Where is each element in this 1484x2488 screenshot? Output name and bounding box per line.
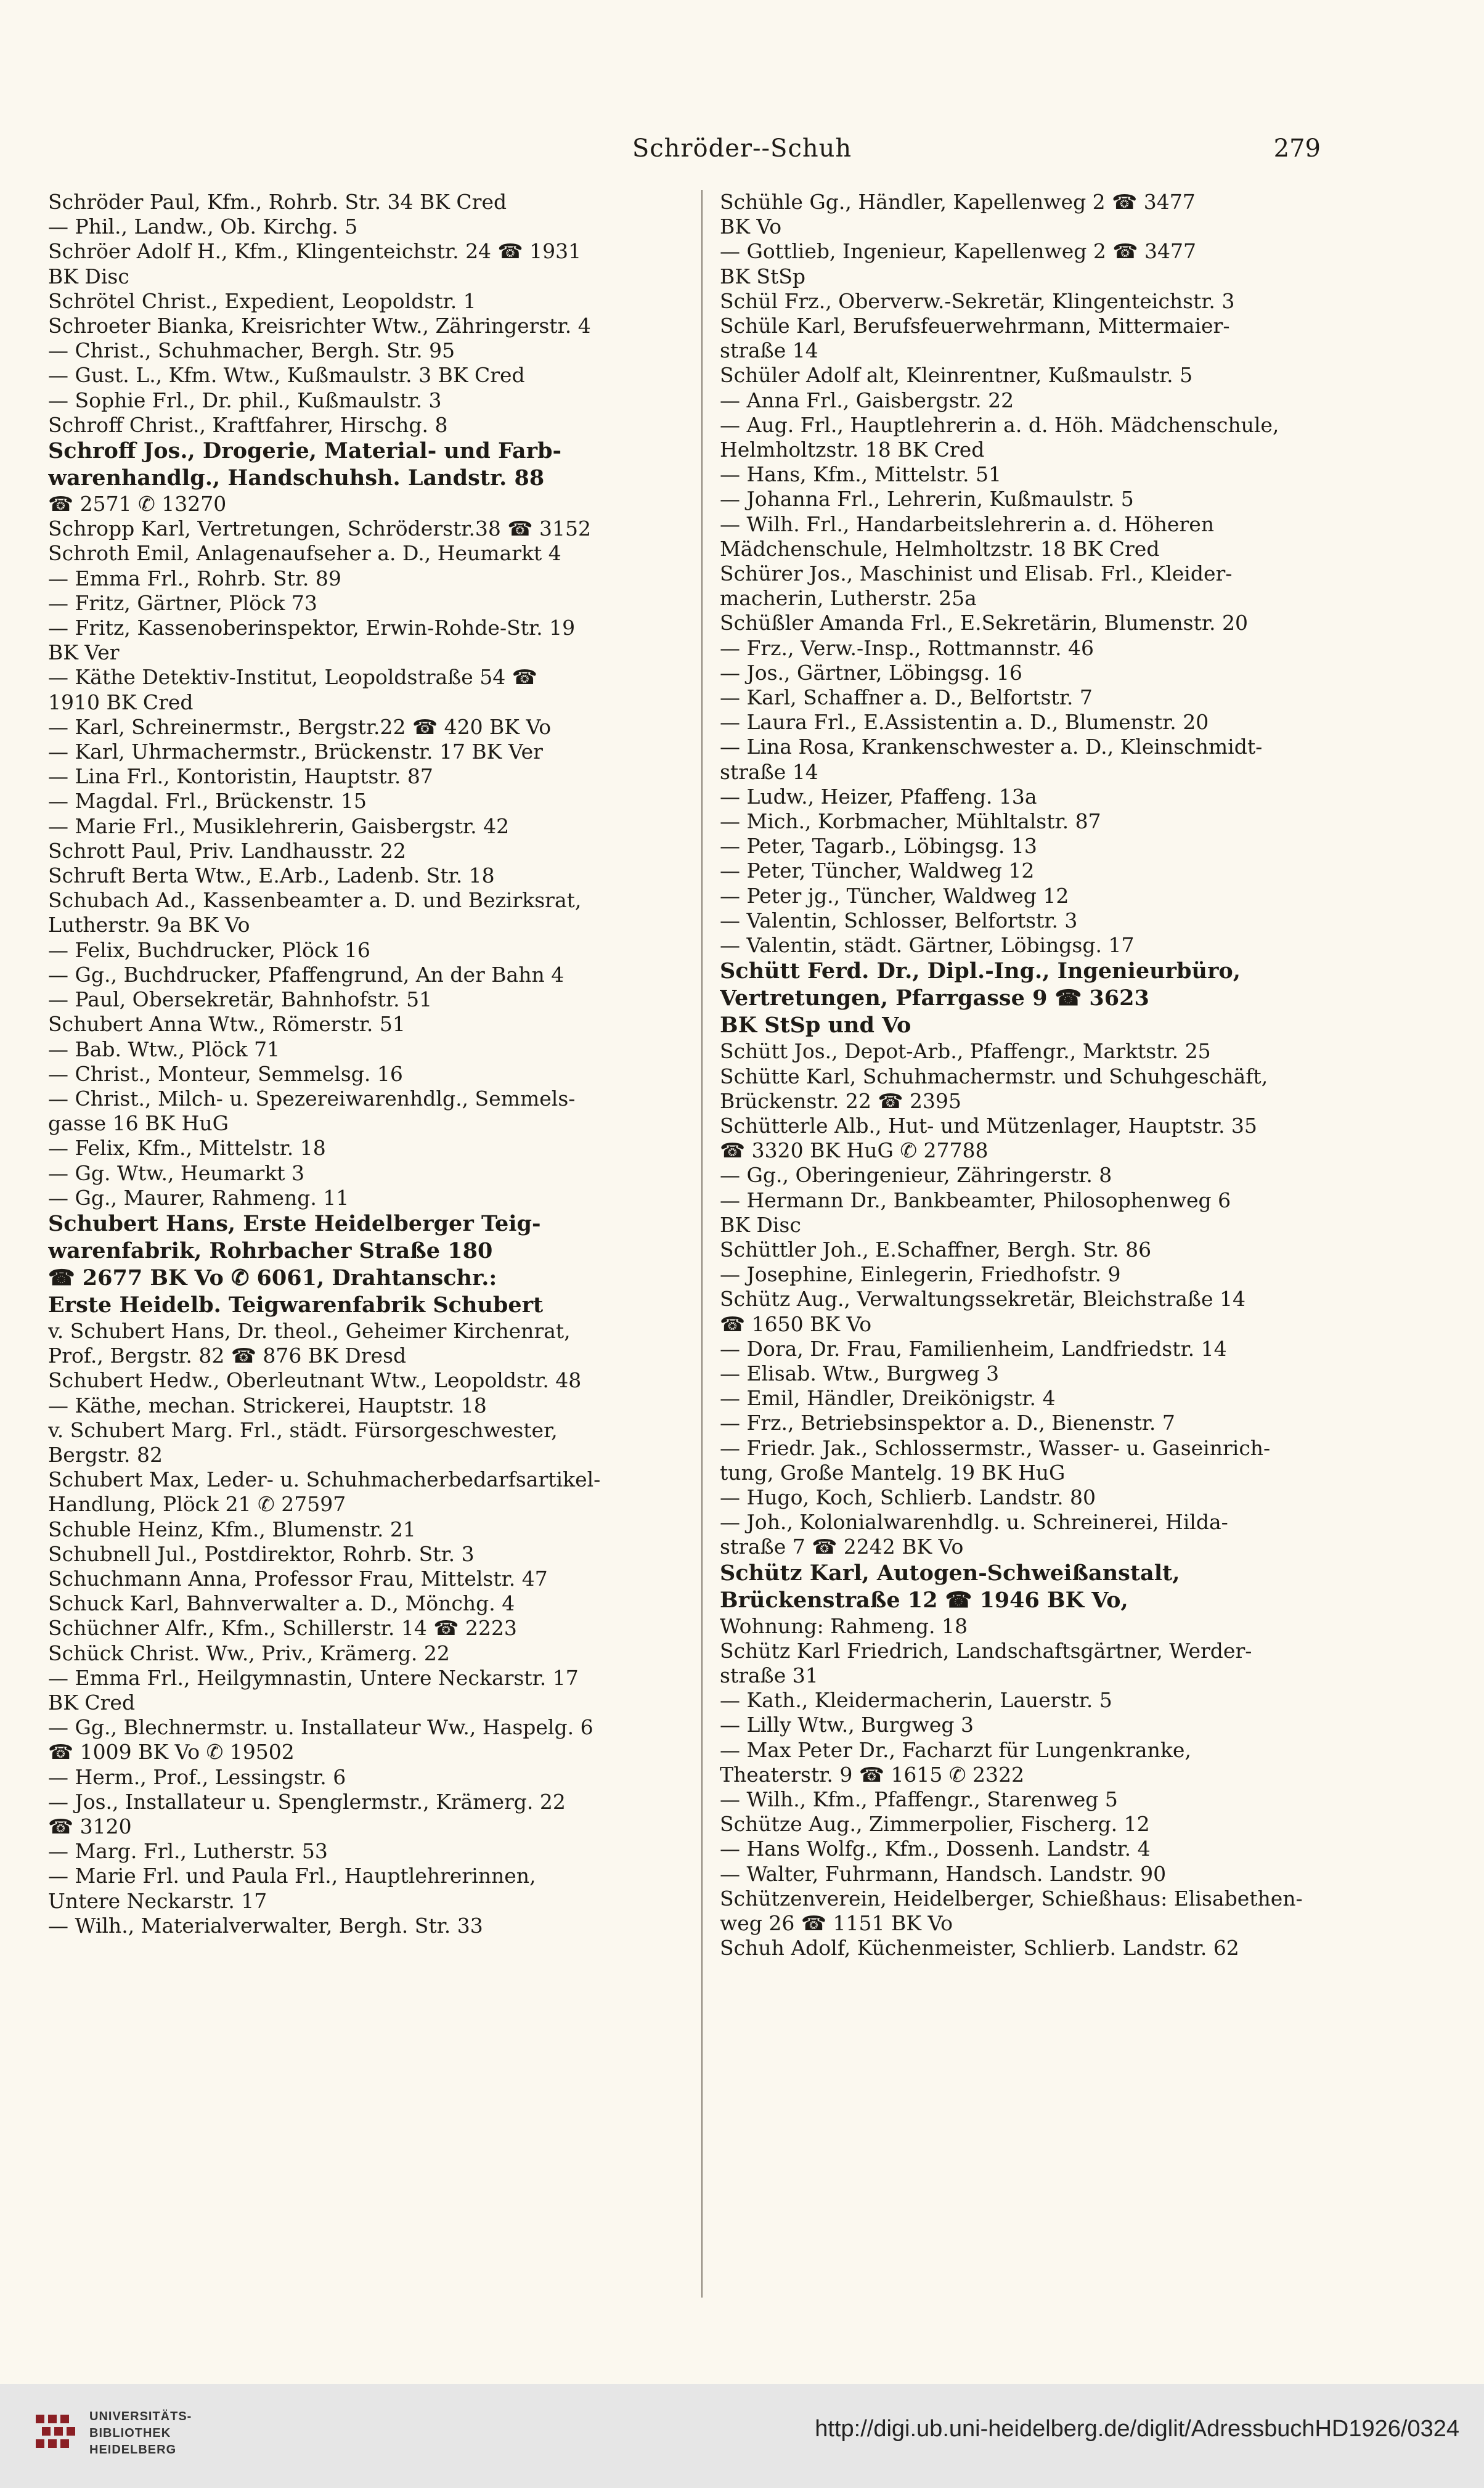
directory-entry: Schuble Heinz, Kfm., Blumenstr. 21	[48, 1517, 416, 1541]
directory-entry: warenfabrik, Rohrbacher Straße 180	[48, 1238, 493, 1263]
directory-entry: gasse 16 BK HuG	[48, 1111, 229, 1136]
directory-entry: — Kath., Kleidermacherin, Lauerstr. 5	[720, 1688, 1112, 1713]
directory-entry: — Dora, Dr. Frau, Familienheim, Landfriedstr. 14	[720, 1336, 1227, 1361]
directory-entry: Lutherstr. 9a BK Vo	[48, 913, 250, 937]
directory-entry: Schubnell Jul., Postdirektor, Rohrb. Str. 3	[48, 1541, 475, 1566]
directory-entry: — Felix, Buchdrucker, Plöck 16	[48, 937, 370, 962]
directory-entry: Schüttler Joh., E.Schaffner, Bergh. Str. 86	[720, 1237, 1152, 1262]
directory-entry: Schüchner Alfr., Kfm., Schillerstr. 14 ☎ 2223	[48, 1616, 517, 1641]
directory-entry: — Bab. Wtw., Plöck 71	[48, 1037, 280, 1061]
directory-entry: Handlung, Plöck 21 ✆ 27597	[48, 1492, 346, 1517]
directory-entry: straße 7 ☎ 2242 BK Vo	[720, 1535, 964, 1559]
directory-entry: — Lina Frl., Kontoristin, Hauptstr. 87	[48, 764, 433, 789]
directory-entry: — Fritz, Gärtner, Plöck 73	[48, 590, 317, 615]
directory-entry: — Käthe Detektiv-Institut, Leopoldstraße 54 ☎	[48, 665, 537, 690]
directory-entry: BK StSp	[720, 264, 805, 288]
directory-entry: Schropp Karl, Vertretungen, Schröderstr.38 ☎ 3152	[48, 516, 591, 541]
source-url-link[interactable]: http://digi.ub.uni-heidelberg.de/diglit/AdressbuchHD1926/0324	[815, 2416, 1459, 2442]
directory-entry: — Sophie Frl., Dr. phil., Kußmaulstr. 3	[48, 388, 442, 412]
directory-entry: — Wilh., Kfm., Pfaffengr., Starenweg 5	[720, 1787, 1118, 1811]
directory-entry: Schroth Emil, Anlagenaufseher a. D., Heumarkt 4	[48, 541, 561, 566]
directory-entry: — Felix, Kfm., Mittelstr. 18	[48, 1136, 326, 1160]
directory-entry: BK Disc	[48, 264, 129, 288]
directory-entry: Schüler Adolf alt, Kleinrentner, Kußmaulstr. 5	[720, 363, 1193, 388]
directory-entry: tung, Große Mantelg. 19 BK HuG	[720, 1460, 1066, 1485]
directory-entry: ☎ 3320 BK HuG ✆ 27788	[720, 1138, 989, 1163]
directory-entry: straße 14	[720, 759, 818, 784]
library-name-line: BIBLIOTHEK	[89, 2426, 171, 2440]
directory-entry: Schüle Karl, Berufsfeuerwehrmann, Mittermaier-	[720, 314, 1230, 338]
directory-entry: — Gg., Oberingenieur, Zähringerstr. 8	[720, 1163, 1112, 1188]
directory-entry: v. Schubert Hans, Dr. theol., Geheimer Kirchenrat,	[48, 1318, 571, 1343]
running-title: Schröder--Schuh	[632, 134, 852, 163]
library-name	[89, 2408, 192, 2458]
directory-entry: Schruft Berta Wtw., E.Arb., Ladenb. Str. 18	[48, 863, 495, 888]
directory-entry: — Walter, Fuhrmann, Handsch. Landstr. 90	[720, 1861, 1167, 1886]
directory-entry: Schütt Ferd. Dr., Dipl.-Ing., Ingenieurbüro,	[720, 958, 1241, 984]
directory-entry: macherin, Lutherstr. 25a	[720, 586, 977, 611]
directory-entry: Schütte Karl, Schuhmachermstr. und Schuhgeschäft,	[720, 1064, 1268, 1088]
directory-entry: Mädchenschule, Helmholtzstr. 18 BK Cred	[720, 536, 1160, 561]
page-header	[0, 134, 1484, 171]
directory-entry: Wohnung: Rahmeng. 18	[720, 1613, 968, 1638]
directory-entry: Schück Christ. Ww., Priv., Krämerg. 22	[48, 1641, 450, 1665]
directory-entry: Schuh Adolf, Küchenmeister, Schlierb. Landstr. 62	[720, 1936, 1239, 1960]
directory-entry: — Karl, Schaffner a. D., Belfortstr. 7	[720, 685, 1093, 710]
directory-entry: weg 26 ☎ 1151 BK Vo	[720, 1911, 953, 1935]
directory-entry: ☎ 3120	[48, 1814, 132, 1838]
directory-entry: — Lilly Wtw., Burgweg 3	[720, 1713, 974, 1737]
directory-entry: Schubert Anna Wtw., Römerstr. 51	[48, 1012, 406, 1037]
directory-entry: Brückenstr. 22 ☎ 2395	[720, 1088, 961, 1113]
directory-entry: — Gottlieb, Ingenieur, Kapellenweg 2 ☎ 3477	[720, 239, 1196, 264]
directory-entry: — Marie Frl., Musiklehrerin, Gaisbergstr. 42	[48, 814, 510, 838]
directory-entry: — Magdal. Frl., Brückenstr. 15	[48, 789, 367, 814]
directory-entry: ☎ 1009 BK Vo ✆ 19502	[48, 1740, 295, 1764]
directory-entry: — Joh., Kolonialwarenhdlg. u. Schreinerei, Hilda-	[720, 1510, 1228, 1535]
directory-entry: Schrott Paul, Priv. Landhausstr. 22	[48, 838, 406, 863]
directory-entry: — Christ., Schuhmacher, Bergh. Str. 95	[48, 338, 455, 363]
library-logo-icon	[32, 2411, 79, 2458]
directory-entry: — Wilh. Frl., Handarbeitslehrerin a. d. Höheren	[720, 512, 1215, 536]
directory-entry: — Gg. Wtw., Heumarkt 3	[48, 1160, 304, 1185]
directory-entry: Schröer Adolf H., Kfm., Klingenteichstr. 24 ☎ 1931	[48, 239, 582, 264]
directory-entry: — Fritz, Kassenoberinspektor, Erwin-Rohde-Str. 19	[48, 616, 576, 640]
directory-entry: ☎ 2677 BK Vo ✆ 6061, Drahtanschr.:	[48, 1265, 497, 1291]
directory-entry: — Frz., Betriebsinspektor a. D., Bienenstr. 7	[720, 1411, 1175, 1435]
directory-entry: Schroeter Bianka, Kreisrichter Wtw., Zähringerstr. 4	[48, 314, 591, 338]
directory-entry: — Gg., Maurer, Rahmeng. 11	[48, 1185, 349, 1210]
library-name-line: HEIDELBERG	[89, 2443, 177, 2457]
directory-entry: — Mich., Korbmacher, Mühltalstr. 87	[720, 809, 1101, 834]
directory-entry: ☎ 2571 ✆ 13270	[48, 492, 227, 516]
directory-entry: Schütz Karl Friedrich, Landschaftsgärtner, Werder-	[720, 1638, 1252, 1663]
directory-entry: — Gg., Buchdrucker, Pfaffengrund, An der Bahn 4	[48, 962, 565, 987]
directory-entry: Schuck Karl, Bahnverwalter a. D., Mönchg. 4	[48, 1591, 515, 1616]
directory-entry: — Elisab. Wtw., Burgweg 3	[720, 1361, 1000, 1385]
directory-entry: ☎ 1650 BK Vo	[720, 1311, 872, 1336]
right-column	[720, 190, 1336, 2384]
directory-entry: — Josephine, Einlegerin, Friedhofstr. 9	[720, 1262, 1121, 1287]
directory-entry: — Christ., Milch- u. Spezereiwarenhdlg., Semmels-	[48, 1086, 576, 1111]
directory-entry: Schroff Jos., Drogerie, Material- und Farb-	[48, 438, 562, 464]
directory-entry: Schühle Gg., Händler, Kapellenweg 2 ☎ 3477	[720, 190, 1196, 214]
directory-entry: — Wilh., Materialverwalter, Bergh. Str. 33	[48, 1913, 483, 1938]
footer-bar	[0, 2384, 1484, 2488]
directory-entry: Schütt Jos., Depot-Arb., Pfaffengr., Marktstr. 25	[720, 1039, 1211, 1064]
directory-entry: Vertretungen, Pfarrgasse 9 ☎ 3623	[720, 985, 1149, 1011]
directory-entry: Theaterstr. 9 ☎ 1615 ✆ 2322	[720, 1762, 1025, 1787]
directory-entry: — Hermann Dr., Bankbeamter, Philosophenweg 6	[720, 1188, 1231, 1212]
directory-entry: — Laura Frl., E.Assistentin a. D., Blumenstr. 20	[720, 710, 1209, 735]
directory-entry: — Jos., Installateur u. Spenglermstr., Krämerg. 22	[48, 1789, 566, 1814]
directory-entry: Schürer Jos., Maschinist und Elisab. Frl., Kleider-	[720, 561, 1233, 586]
directory-entry: — Emil, Händler, Dreikönigstr. 4	[720, 1386, 1056, 1411]
directory-entry: — Käthe, mechan. Strickerei, Hauptstr. 18	[48, 1393, 487, 1417]
directory-entry: — Peter, Tüncher, Waldweg 12	[720, 859, 1035, 883]
directory-entry: warenhandlg., Handschuhsh. Landstr. 88	[48, 465, 545, 491]
directory-entry: Schüßler Amanda Frl., E.Sekretärin, Blumenstr. 20	[720, 611, 1248, 635]
directory-entry: Schubert Max, Leder- u. Schuhmacherbedarfsartikel-	[48, 1467, 601, 1492]
directory-entry: — Valentin, Schlosser, Belfortstr. 3	[720, 908, 1078, 932]
directory-entry: Schütz Karl, Autogen-Schweißanstalt,	[720, 1560, 1180, 1586]
directory-entry: — Marg. Frl., Lutherstr. 53	[48, 1839, 328, 1864]
directory-entry: BK StSp und Vo	[720, 1013, 911, 1038]
directory-entry: — Jos., Gärtner, Löbingsg. 16	[720, 660, 1022, 685]
directory-entry: — Christ., Monteur, Semmelsg. 16	[48, 1061, 403, 1086]
directory-entry: — Emma Frl., Heilgymnastin, Untere Neckarstr. 17	[48, 1665, 579, 1690]
directory-entry: — Friedr. Jak., Schlossermstr., Wasser- u. Gaseinrich-	[720, 1435, 1271, 1460]
directory-entry: Schröder Paul, Kfm., Rohrb. Str. 34 BK Cred	[48, 190, 507, 214]
page-number: 279	[1273, 134, 1321, 163]
directory-entry: — Karl, Schreinermstr., Bergstr.22 ☎ 420 BK Vo	[48, 714, 552, 739]
directory-entry: — Anna Frl., Gaisbergstr. 22	[720, 388, 1014, 412]
directory-entry: Erste Heidelb. Teigwarenfabrik Schubert	[48, 1292, 544, 1318]
directory-entry: — Phil., Landw., Ob. Kirchg. 5	[48, 214, 358, 239]
directory-entry: — Valentin, städt. Gärtner, Löbingsg. 17	[720, 933, 1135, 958]
directory-entry: Schuchmann Anna, Professor Frau, Mittelstr. 47	[48, 1566, 548, 1591]
directory-entry: Brückenstraße 12 ☎ 1946 BK Vo,	[720, 1587, 1128, 1613]
directory-entry: Schütz Aug., Verwaltungssekretär, Bleichstraße 14	[720, 1287, 1246, 1311]
directory-entry: — Gg., Blechnermstr. u. Installateur Ww., Haspelg. 6	[48, 1715, 593, 1740]
directory-entry: — Peter jg., Tüncher, Waldweg 12	[720, 883, 1069, 908]
directory-entry: Schubert Hedw., Oberleutnant Wtw., Leopoldstr. 48	[48, 1368, 582, 1393]
directory-entry: — Herm., Prof., Lessingstr. 6	[48, 1764, 346, 1789]
directory-entry: BK Vo	[720, 214, 782, 239]
directory-entry: Schütterle Alb., Hut- und Mützenlager, Hauptstr. 35	[720, 1113, 1257, 1138]
directory-entry: — Hans Wolfg., Kfm., Dossenh. Landstr. 4	[720, 1837, 1151, 1861]
directory-entry: — Lina Rosa, Krankenschwester a. D., Kleinschmidt-	[720, 735, 1263, 759]
library-name-line: UNIVERSITÄTS-	[89, 2410, 192, 2423]
directory-entry: — Max Peter Dr., Facharzt für Lungenkranke,	[720, 1737, 1191, 1762]
directory-entry: — Aug. Frl., Hauptlehrerin a. d. Höh. Mädchenschule,	[720, 412, 1279, 437]
directory-entry: — Karl, Uhrmachermstr., Brückenstr. 17 BK Ver	[48, 740, 543, 764]
column-divider	[701, 190, 703, 2298]
directory-entry: — Marie Frl. und Paula Frl., Hauptlehrerinnen,	[48, 1864, 536, 1888]
directory-entry: — Emma Frl., Rohrb. Str. 89	[48, 566, 341, 590]
directory-entry: 1910 BK Cred	[48, 690, 194, 714]
directory-entry: Untere Neckarstr. 17	[48, 1888, 267, 1913]
directory-entry: — Johanna Frl., Lehrerin, Kußmaulstr. 5	[720, 487, 1134, 512]
directory-entry: Schül Frz., Oberverw.-Sekretär, Klingenteichstr. 3	[720, 288, 1235, 313]
directory-entry: Prof., Bergstr. 82 ☎ 876 BK Dresd	[48, 1344, 407, 1368]
directory-entry: v. Schubert Marg. Frl., städt. Fürsorgeschwester,	[48, 1417, 558, 1442]
directory-entry: Schrötel Christ., Expedient, Leopoldstr. 1	[48, 288, 476, 313]
directory-entry: BK Disc	[720, 1212, 801, 1237]
directory-entry: — Paul, Obersekretär, Bahnhofstr. 51	[48, 987, 433, 1012]
directory-entry: Helmholtzstr. 18 BK Cred	[720, 438, 985, 462]
directory-entry: — Hans, Kfm., Mittelstr. 51	[720, 462, 1002, 487]
directory-entry: Schützenverein, Heidelberger, Schießhaus: Elisabethen-	[720, 1886, 1303, 1911]
directory-entry: Schubert Hans, Erste Heidelberger Teig-	[48, 1210, 541, 1236]
directory-entry: BK Ver	[48, 640, 120, 665]
directory-entry: straße 14	[720, 338, 818, 363]
directory-entry: — Gust. L., Kfm. Wtw., Kußmaulstr. 3 BK Cred	[48, 363, 525, 388]
left-column	[48, 190, 664, 2384]
directory-entry: — Peter, Tagarb., Löbingsg. 13	[720, 834, 1037, 859]
directory-entry: — Hugo, Koch, Schlierb. Landstr. 80	[720, 1485, 1096, 1509]
directory-entry: Schütze Aug., Zimmerpolier, Fischerg. 12	[720, 1812, 1150, 1837]
directory-entry: BK Cred	[48, 1690, 136, 1715]
directory-entry: Schubach Ad., Kassenbeamter a. D. und Bezirksrat,	[48, 888, 582, 913]
directory-entry: Bergstr. 82	[48, 1442, 163, 1467]
directory-entry: — Ludw., Heizer, Pfaffeng. 13a	[720, 784, 1037, 809]
directory-entry: Schroff Christ., Kraftfahrer, Hirschg. 8	[48, 412, 448, 437]
directory-entry: — Frz., Verw.-Insp., Rottmannstr. 46	[720, 635, 1094, 660]
directory-entry: straße 31	[720, 1663, 818, 1687]
